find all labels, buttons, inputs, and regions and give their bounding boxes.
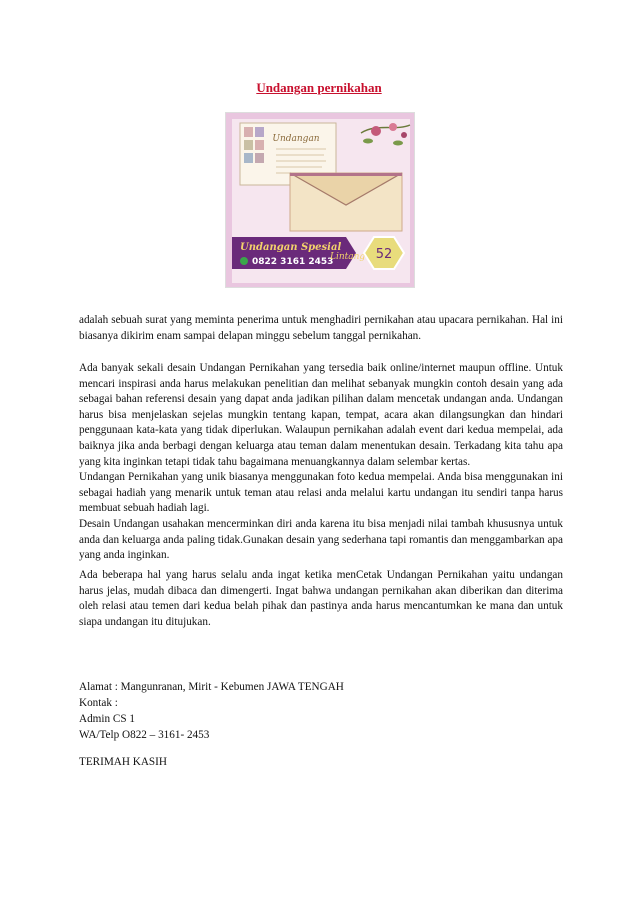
invitation-product-photo: [226, 113, 415, 288]
remember-paragraph: Ada beberapa hal yang harus selalu anda ingat ketika menCetak Undangan Pernikahan yaitu undangan harus jelas, mudah dibaca dan dimengerti. Ingat bahwa undangan pernikahan akan diberikan dan diterima oleh relasi atau temen dari kedua belah pihak dan pastinya anda harus mencantumkan ke mana dan untuk siapa undangan itu ditujukan.: [79, 569, 563, 628]
contact-label: Kontak :: [79, 697, 118, 709]
design-paragraph-block: [79, 361, 563, 564]
design-paragraph: Ada banyak sekali desain Undangan Pernikahan yang tersedia baik online/internet maupun offline. Untuk mencari inspirasi anda harus melakukan penelitian dan melihat sebanyak mungkin contoh desain yang ada sebagai bahan referensi desain yang dapat anda jadikan pilihan dalam mencetak undangan anda. Undangan harus bisa menjelaskan sejelas mungkin tentang kapan, tempat, acara akan dilangsungkan dan hindari penggunaan kata-kata yang tidak diperlukan. Walaupun pernikahan adalah event dari kedua mempelai, ada baiknya jika anda berbagi dengan keluarga atau teman dalam menentukan desain. Terkadang kita tahu apa yang kita inginkan tetapi tidak tahu bagaimana menuangkannya dalam selembar kertas.: [79, 362, 563, 468]
product-code: 52: [375, 247, 393, 262]
whatsapp-icon: [240, 257, 248, 265]
design-name-stamp: Lintang: [330, 252, 366, 262]
admin-line: Admin CS 1: [79, 713, 135, 725]
brand-phone: 0822 3161 2453: [252, 257, 334, 267]
invitation-card-tag: Undangan: [272, 134, 320, 144]
wedding-invitation-image: [225, 112, 415, 288]
thanks-line: TERIMAH KASIH: [79, 756, 167, 768]
unique-paragraph: Undangan Pernikahan yang unik biasanya menggunakan foto kedua mempelai. Anda bisa menggunakan ini sebagai hadiah yang menarik untuk teman atau relasi anda melalui kartu undangan itu sendiri tanpa harus membuat sebuah hadiah lagi.: [79, 471, 563, 515]
address-line: Alamat : Mangunranan, Mirit - Kebumen JAWA TENGAH: [79, 681, 344, 693]
intro-paragraph: adalah sebuah surat yang meminta penerima untuk menghadiri pernikahan atau upacara pernikahan. Hal ini biasanya dikirim enam sampai delapan minggu sebelum tanggal pernikahan.: [79, 314, 563, 342]
envelope-border: [290, 173, 402, 176]
reflect-paragraph: Desain Undangan usahakan mencerminkan diri anda karena itu bisa menjadi nilai tambah khususnya untuk anda dan keluarga anda paling tidak.Gunakan desain yang sederhana tapi romantis dan menggambarkan apa yang anda inginkan.: [79, 517, 563, 562]
brand-name: Undangan Spesial: [240, 242, 342, 253]
contact-block: [79, 679, 344, 770]
page-title: Undangan pernikahan: [256, 80, 382, 95]
phone-line: WA/Telp O822 – 3161- 2453: [79, 729, 210, 741]
